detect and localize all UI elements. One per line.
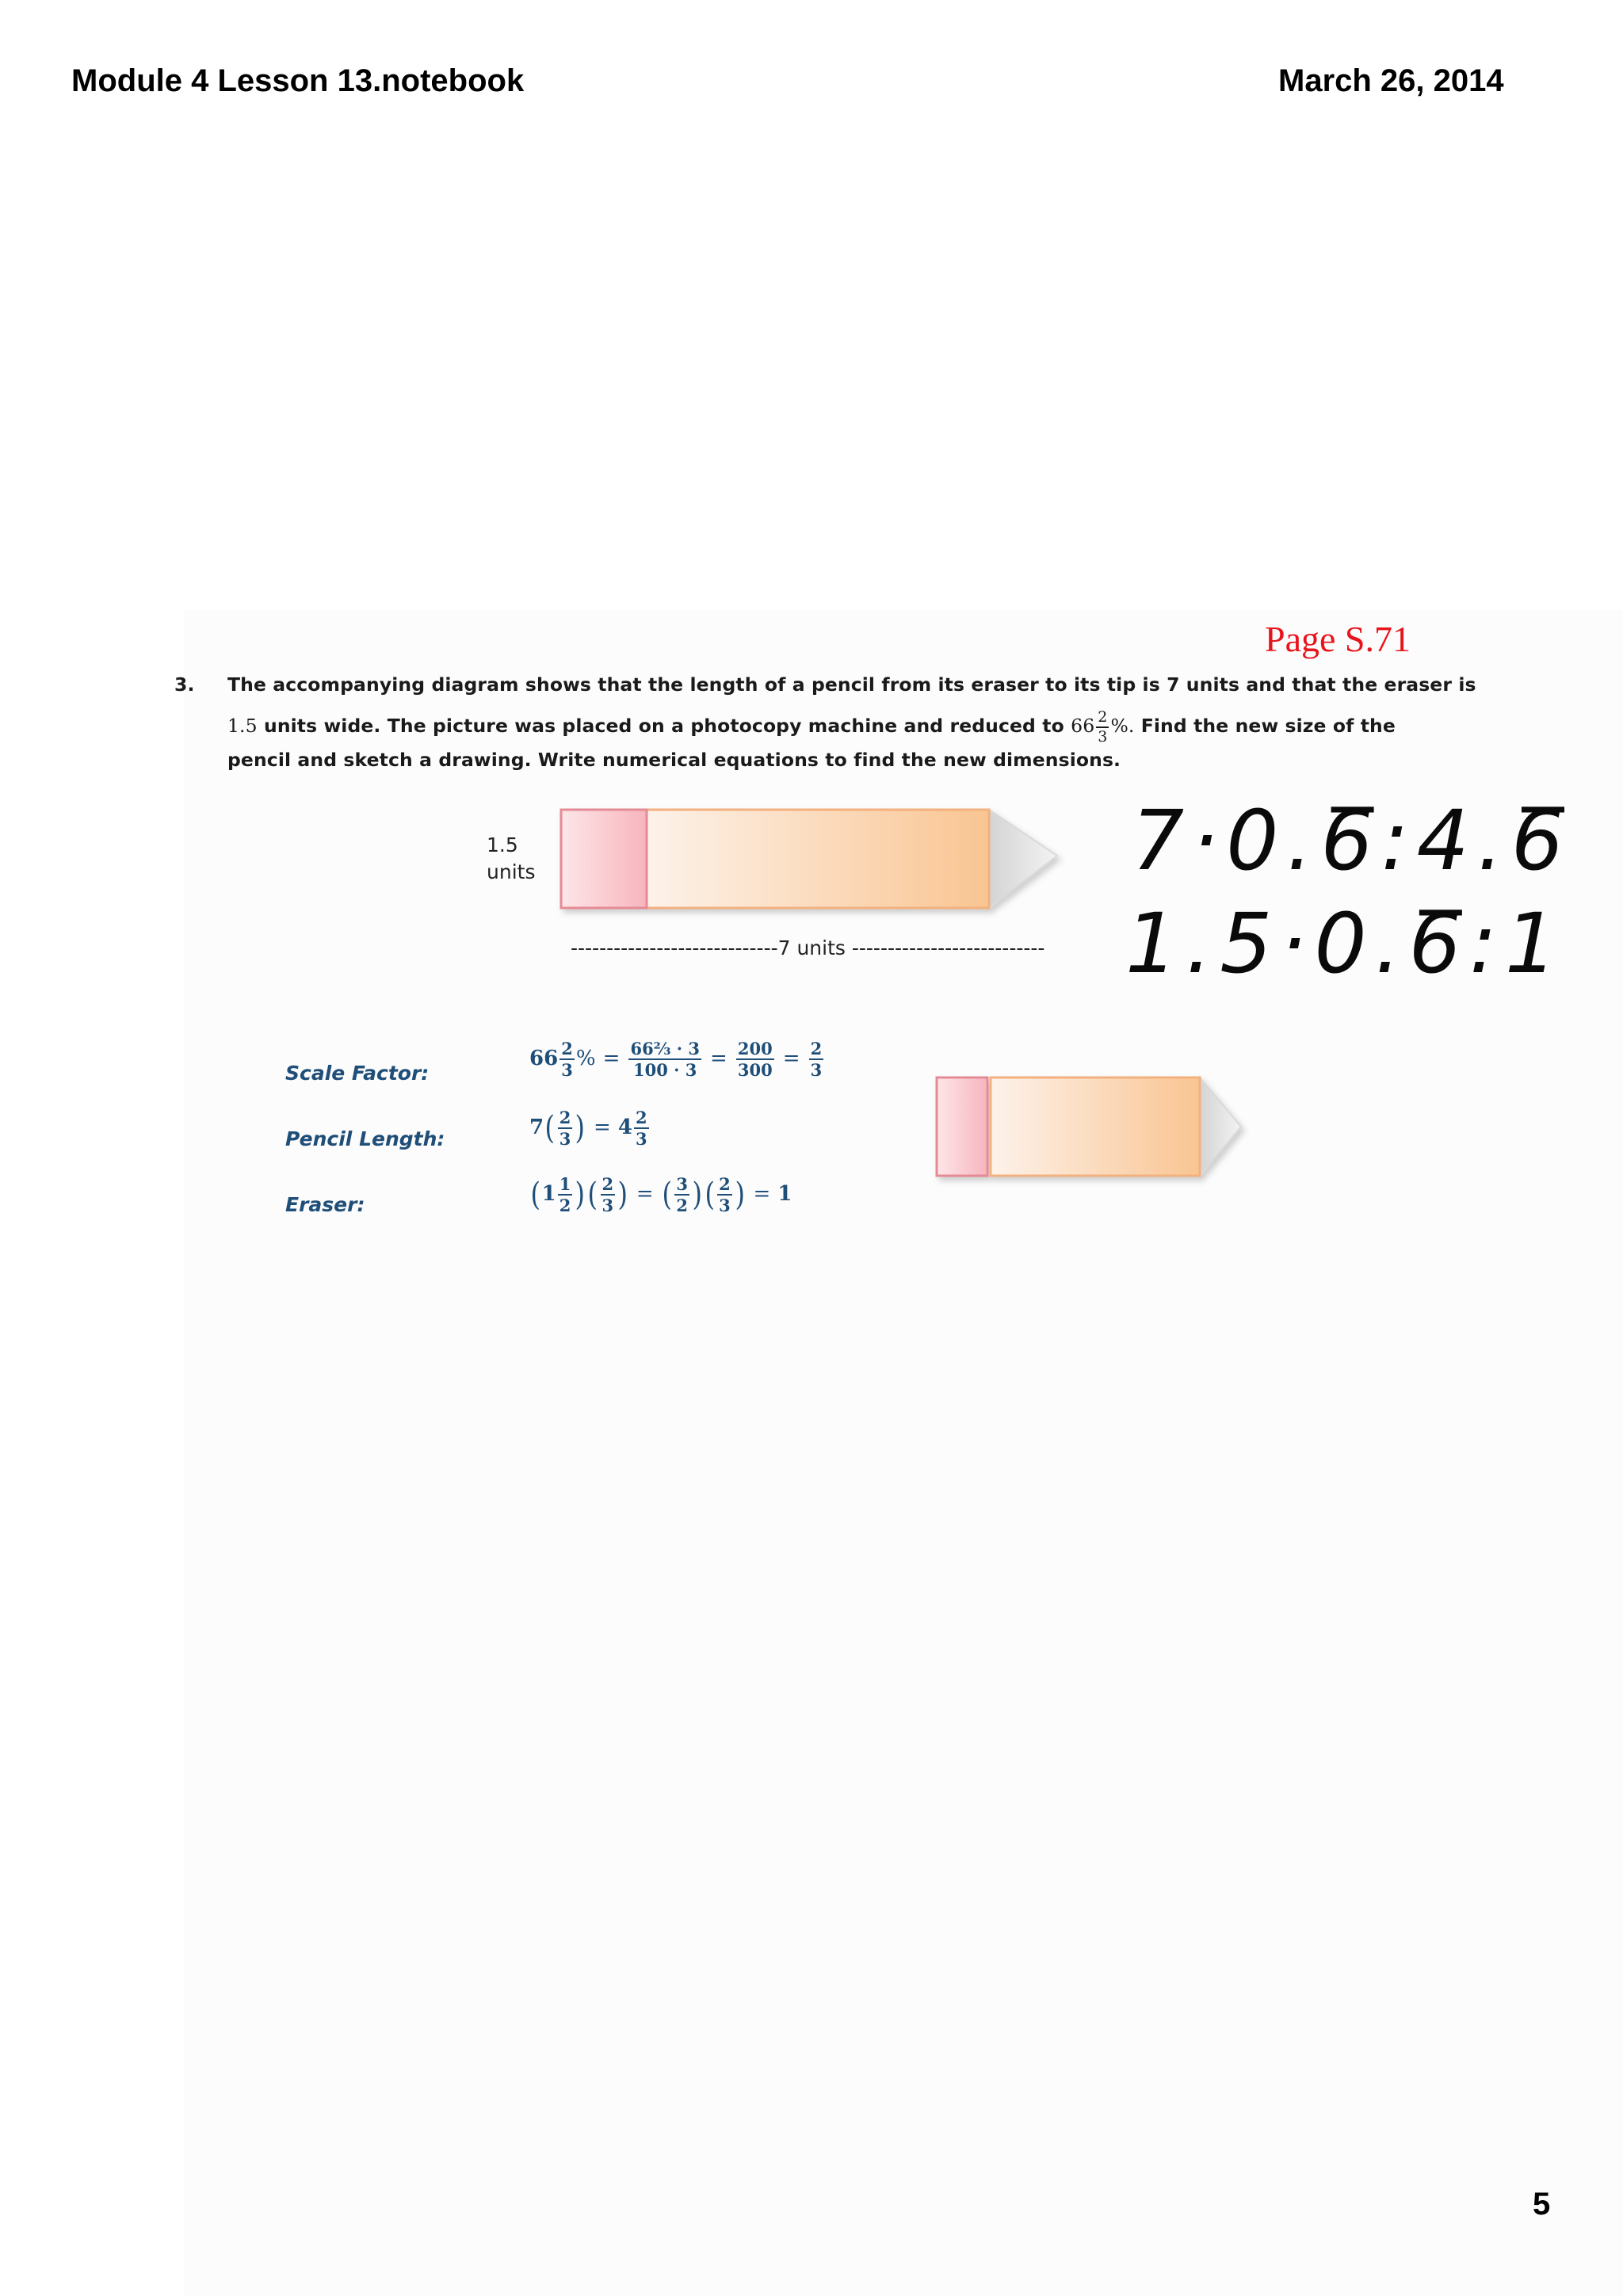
paren-close: ) (692, 1177, 702, 1213)
scale-factor-label: Scale Factor: (285, 1062, 430, 1085)
paren-open: ( (662, 1177, 672, 1213)
document-date: March 26, 2014 (1278, 63, 1504, 98)
paren-close: ) (575, 1177, 586, 1213)
eraser-equation (529, 1176, 792, 1214)
problem-line-2 (227, 702, 1396, 749)
width-label (487, 832, 535, 886)
sf-den: 3 (561, 1060, 573, 1080)
sf-frac3-num: 2 (810, 1039, 823, 1058)
pl-result-num: 2 (635, 1108, 647, 1127)
er-fraction-1 (558, 1176, 573, 1214)
er-fraction-3 (674, 1176, 689, 1214)
er-one: 1 (541, 1182, 556, 1206)
pencil-tip (989, 810, 1057, 908)
paren-close: ) (735, 1177, 745, 1213)
sf-frac2-num: 200 (737, 1039, 773, 1058)
percent-fraction (1096, 707, 1109, 746)
document-title: Module 4 Lesson 13.notebook (71, 63, 525, 98)
reduced-pencil-diagram (927, 1070, 1260, 1188)
pl-seven: 7 (529, 1116, 544, 1139)
width-label-value: 1.5 (487, 833, 518, 856)
pencil-body (647, 810, 989, 908)
er-fraction-4 (717, 1176, 732, 1214)
problem-line-1: The accompanying diagram shows that the length of a pencil from its eraser to its tip is 7 units and that the eraser is (227, 673, 1476, 696)
pl-den: 3 (559, 1129, 571, 1149)
paren-open: ( (705, 1177, 715, 1213)
pencil-length-equation (529, 1109, 651, 1147)
pl-result-fraction (634, 1109, 649, 1147)
eraser-width-value: 1.5 (227, 715, 258, 737)
sf-frac2-den: 300 (737, 1060, 773, 1080)
problem-line-2-text: units wide. The picture was placed on a photocopy machine and reduced to (263, 715, 1064, 737)
length-label: -----------------------------7 units --------------------------- (571, 936, 1045, 959)
eraser-label: Eraser: (285, 1193, 365, 1216)
page-reference: Page S.71 (1265, 619, 1411, 659)
er-den1: 2 (559, 1196, 571, 1215)
sf-frac1-den: 100 · 3 (628, 1058, 701, 1078)
paren-open: ( (587, 1177, 598, 1213)
equals-sign: = (710, 1047, 727, 1070)
problem-line-2-tail: Find the new size of the (1140, 715, 1396, 737)
pencil-length-label: Pencil Length: (285, 1127, 445, 1150)
width-label-unit: units (487, 860, 536, 883)
sf-percent: % (575, 1047, 596, 1070)
pl-result-whole: 4 (617, 1116, 632, 1139)
reduced-pencil-body (991, 1077, 1200, 1176)
handwritten-line-2: 1.5·0.6̅:1 (1125, 895, 1566, 992)
sf-fraction (559, 1040, 575, 1078)
er-num1: 1 (559, 1174, 571, 1194)
er-num2: 2 (601, 1174, 614, 1194)
pl-fraction (558, 1109, 573, 1147)
percent-sign: %. (1110, 715, 1135, 737)
percent-denominator: 3 (1098, 727, 1108, 746)
sf-whole: 66 (529, 1047, 559, 1070)
sf-frac1-num: 66⅔ · 3 (630, 1039, 700, 1058)
er-den4: 3 (719, 1196, 731, 1215)
er-den2: 3 (601, 1196, 614, 1215)
pl-num: 2 (559, 1108, 571, 1127)
paren-close: ) (575, 1110, 586, 1146)
handwritten-line-1: 7·0.6̅:4.6̅ (1132, 792, 1572, 889)
paren-close: ) (617, 1177, 628, 1213)
reduced-pencil-eraser (937, 1077, 987, 1176)
sf-fraction-3 (809, 1040, 824, 1078)
sf-num: 2 (561, 1039, 573, 1058)
sf-fraction-1 (628, 1040, 701, 1078)
sf-fraction-2 (736, 1040, 774, 1078)
er-num4: 2 (719, 1174, 731, 1194)
percent-whole: 66 (1071, 715, 1095, 737)
equals-sign: = (753, 1182, 771, 1206)
er-den3: 2 (676, 1196, 688, 1215)
problem-line-3: pencil and sketch a drawing. Write numerical equations to find the new dimensions. (227, 749, 1121, 771)
equals-sign: = (782, 1047, 800, 1070)
paren-open: ( (530, 1177, 541, 1213)
sf-frac3-den: 3 (810, 1060, 823, 1080)
reduced-pencil-tip (1200, 1077, 1241, 1176)
er-result: 1 (777, 1182, 792, 1206)
percent-numerator: 2 (1098, 707, 1108, 726)
scale-factor-equation (529, 1040, 825, 1078)
reduction-percent (1071, 707, 1135, 746)
original-pencil-diagram (555, 800, 1070, 935)
equals-sign: = (594, 1116, 611, 1139)
er-num3: 3 (676, 1174, 688, 1194)
pl-result-den: 3 (635, 1129, 647, 1149)
equals-sign: = (602, 1047, 621, 1070)
equals-sign: = (636, 1182, 654, 1206)
pencil-eraser (561, 810, 647, 908)
problem-number: 3. (174, 673, 195, 696)
paren-open: ( (544, 1110, 556, 1146)
er-fraction-2 (601, 1176, 616, 1214)
page-number: 5 (1533, 2187, 1551, 2222)
